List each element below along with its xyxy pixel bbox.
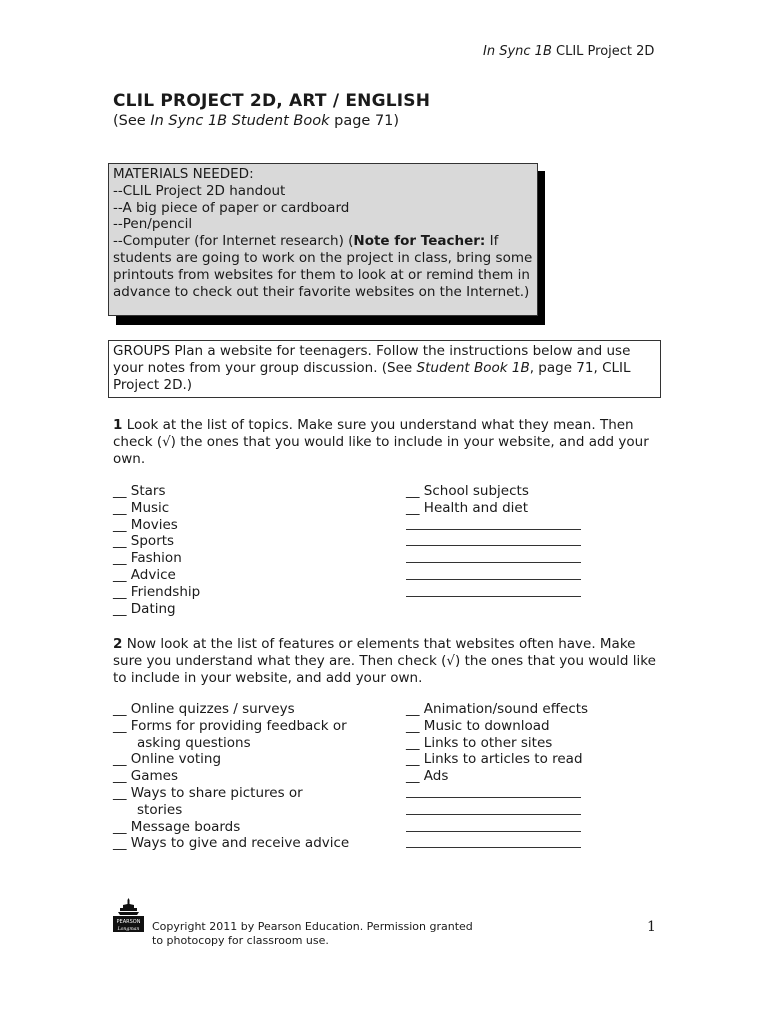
topic-item[interactable]: __ Friendship — [113, 583, 201, 600]
feature-item[interactable]: __ Links to articles to read — [406, 751, 583, 768]
topic-item[interactable]: __ Dating — [113, 600, 176, 617]
materials-computer: --Computer (for Internet research) ( — [113, 233, 354, 250]
feature-item[interactable]: __ Ads — [406, 768, 449, 785]
subtitle-pre: (See — [113, 113, 151, 129]
question-1-number: 1 — [113, 417, 123, 433]
feature-item[interactable]: __ Games — [113, 768, 179, 785]
topics-list-right — [406, 483, 581, 601]
subtitle-post: page 71) — [329, 113, 400, 129]
copyright-line-1: Copyright 2011 by Pearson Education. Permission granted — [152, 920, 473, 933]
logo-text-longman: Longman — [117, 927, 140, 932]
blank-answer-line[interactable] — [406, 567, 581, 580]
feature-item[interactable]: __ Animation/sound effects — [406, 701, 589, 717]
header-book: In Sync 1B — [483, 44, 552, 59]
question-1-prompt — [113, 417, 658, 467]
feature-item[interactable]: __ Online quizzes / surveys — [113, 701, 295, 717]
materials-item: --Pen/pencil — [113, 216, 193, 233]
topic-item[interactable]: __ Movies — [113, 516, 178, 533]
feature-item[interactable]: __ Message boards — [113, 818, 241, 835]
feature-item[interactable]: __ Music to download — [406, 717, 550, 734]
feature-item-continued: asking questions — [137, 734, 251, 751]
feature-item[interactable]: __ Online voting — [113, 751, 222, 768]
topic-item[interactable]: __ Advice — [113, 566, 176, 583]
topic-item[interactable]: __ Stars — [113, 483, 166, 499]
feature-item[interactable]: __ Links to other sites — [406, 734, 553, 751]
feature-item-continued: stories — [137, 801, 183, 818]
features-list-left — [113, 701, 349, 852]
page-number: 1 — [647, 919, 656, 935]
page-title: CLIL PROJECT 2D, ART / ENGLISH — [113, 91, 431, 111]
teacher-note-text: If students are going to work on the project in class, bring some printouts from websites for them to look at or remind them in advance to check out their favorite websites on the Internet.) — [113, 233, 533, 300]
teacher-note-label: Note for Teacher: — [353, 233, 486, 250]
subtitle-book: In Sync 1B Student Book — [150, 113, 330, 129]
blank-answer-line[interactable] — [406, 533, 581, 546]
question-1-text: Look at the list of topics. Make sure you understand what they mean. Then check (√) the ones that you would like to include in your website, and add your own. — [113, 417, 649, 467]
logo-text-pearson: PEARSON — [116, 919, 141, 925]
groups-instructions-box — [108, 340, 661, 398]
topic-item[interactable]: __ Fashion — [113, 550, 182, 567]
blank-answer-line[interactable] — [406, 550, 581, 563]
pearson-longman-logo — [113, 896, 144, 932]
materials-item: --CLIL Project 2D handout — [113, 182, 286, 199]
materials-heading: MATERIALS NEEDED: — [113, 166, 254, 182]
features-list-right — [406, 701, 588, 852]
topic-item[interactable]: __ Health and diet — [406, 499, 529, 516]
blank-answer-line[interactable] — [406, 835, 581, 848]
materials-computer-note — [113, 233, 533, 300]
groups-text-end: , page 71, CLIL Project 2D.) — [113, 359, 631, 393]
groups-book: Student Book 1B — [416, 359, 530, 376]
topics-list-left — [113, 483, 200, 617]
topic-item[interactable]: __ Music — [113, 499, 170, 516]
header-project: CLIL Project 2D — [556, 44, 655, 59]
feature-item[interactable]: __ Forms for providing feedback or — [113, 717, 347, 734]
feature-item[interactable]: __ Ways to share pictures or — [113, 784, 303, 801]
blank-answer-line[interactable] — [406, 584, 581, 597]
copyright-notice — [152, 920, 473, 948]
page-subtitle — [113, 113, 399, 129]
topic-item[interactable]: __ Sports — [113, 533, 175, 550]
materials-box — [108, 163, 538, 316]
blank-answer-line[interactable] — [406, 785, 581, 798]
question-2-number: 2 — [113, 636, 123, 652]
topic-item[interactable]: __ School subjects — [406, 483, 529, 499]
feature-item[interactable]: __ Ways to give and receive advice — [113, 835, 350, 852]
running-header — [483, 44, 654, 59]
question-2-text: Now look at the list of features or elements that websites often have. Make sure you understand what they are. Then check (√) the ones that you would like to include in your website, and add your own. — [113, 636, 656, 686]
blank-answer-line[interactable] — [406, 819, 581, 832]
question-2-prompt — [113, 636, 658, 686]
copyright-line-2: to photocopy for classroom use. — [152, 934, 329, 947]
groups-text: GROUPS Plan a website for teenagers. Follow the instructions below and use your notes from your group discussion. (See — [113, 343, 631, 376]
materials-item: --A big piece of paper or cardboard — [113, 199, 350, 216]
blank-answer-line[interactable] — [406, 802, 581, 815]
blank-answer-line[interactable] — [406, 517, 581, 530]
